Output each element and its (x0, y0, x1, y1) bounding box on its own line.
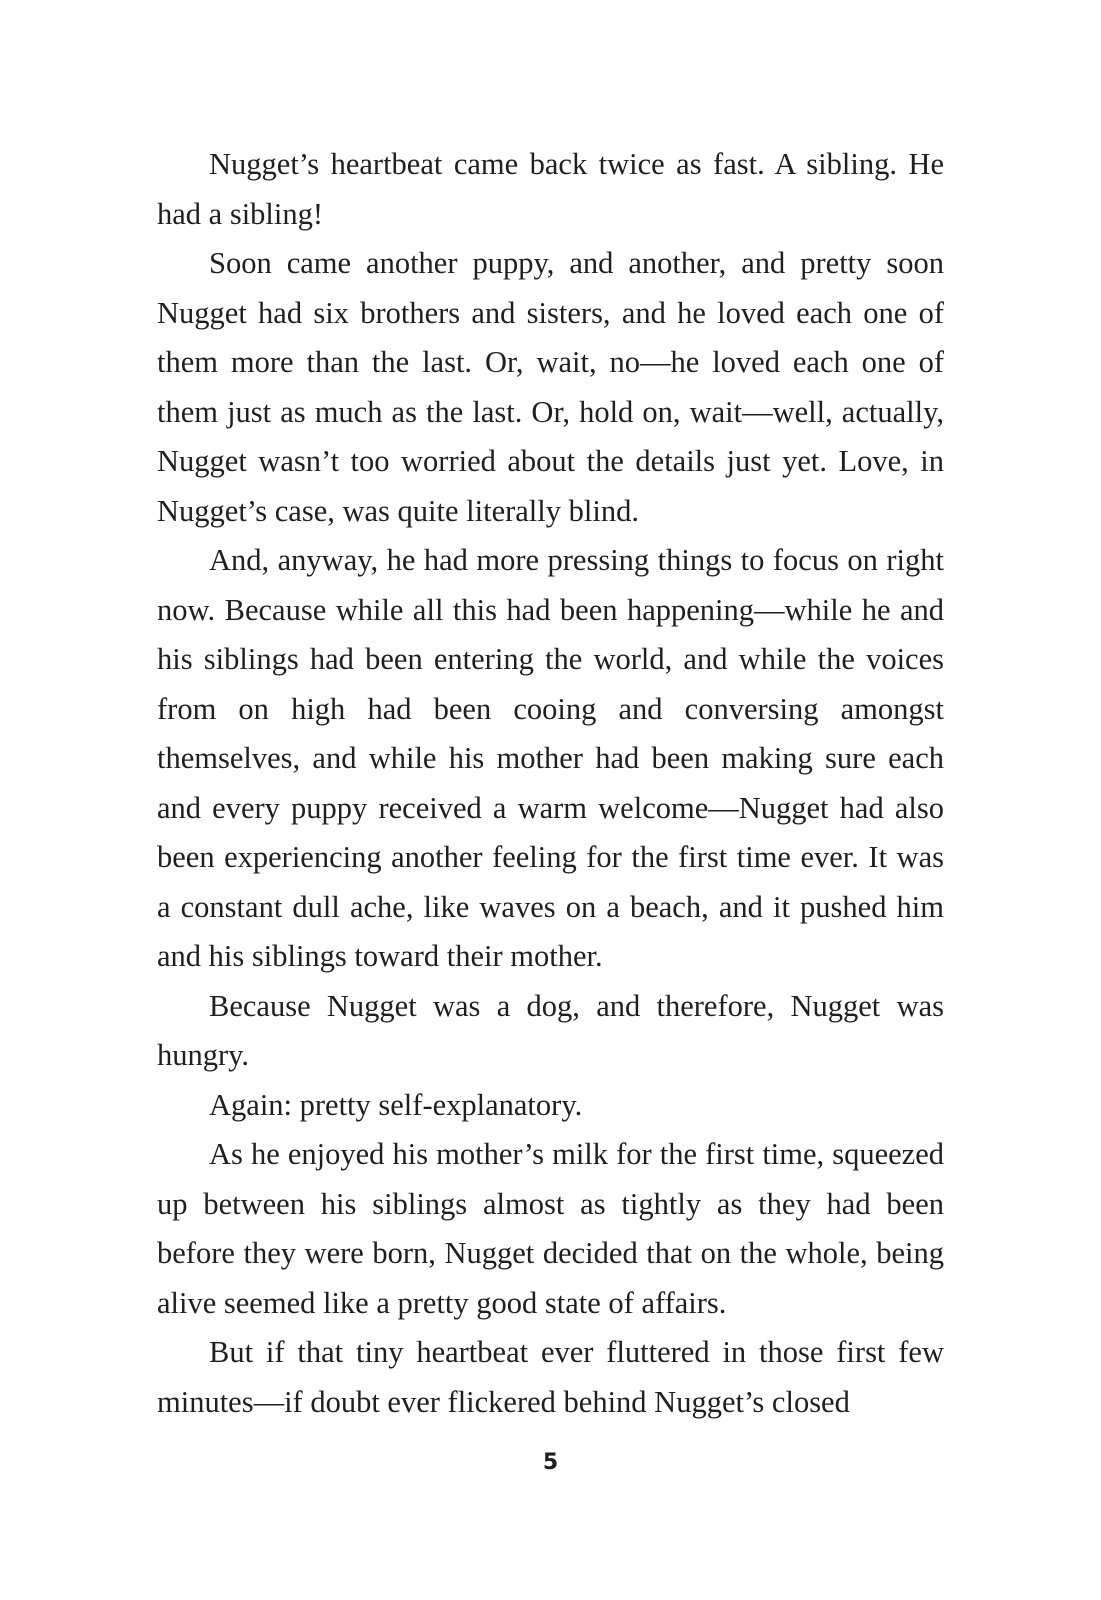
paragraph: Because Nugget was a dog, and therefore, Nugget was hungry. (157, 988, 944, 1072)
page-number: 5 (542, 1450, 559, 1475)
paragraph: Soon came another puppy, and another, and pretty soon Nugget had six brothers and sisters, and he loved each one of them more than the last. Or, wait, no—he loved each one of them just as much as the last. Or, hold on, wait—well, actually, Nugget wasn’t too worried about the details just yet. Love, in Nugget’s case, was quite literally blind. (157, 246, 944, 528)
paragraph: As he enjoyed his mother’s milk for the first time, squeezed up between his siblings almost as tightly as they had been before they were born, Nugget decided that on the whole, being alive seemed like a pretty good state of affairs. (157, 1137, 944, 1320)
body-text (157, 140, 944, 1427)
paragraph: And, anyway, he had more pressing things to focus on right now. Because while all this had been happening—while he and his siblings had been entering the world, and while the voices from on high had been cooing and conversing amongst themselves, and while his mother had been making sure each and every puppy received a warm welcome—Nugget had also been experiencing another feeling for the first time ever. It was a constant dull ache, like waves on a beach, and it pushed him and his siblings toward their mother. (157, 543, 944, 973)
paragraph: But if that tiny heartbeat ever fluttered in those first few minutes—if doubt ever flickered behind Nugget’s closed (157, 1335, 944, 1419)
paragraph: Nugget’s heartbeat came back twice as fast. A sibling. He had a sibling! (157, 147, 944, 231)
paragraph: Again: pretty self-explanatory. (209, 1087, 583, 1122)
